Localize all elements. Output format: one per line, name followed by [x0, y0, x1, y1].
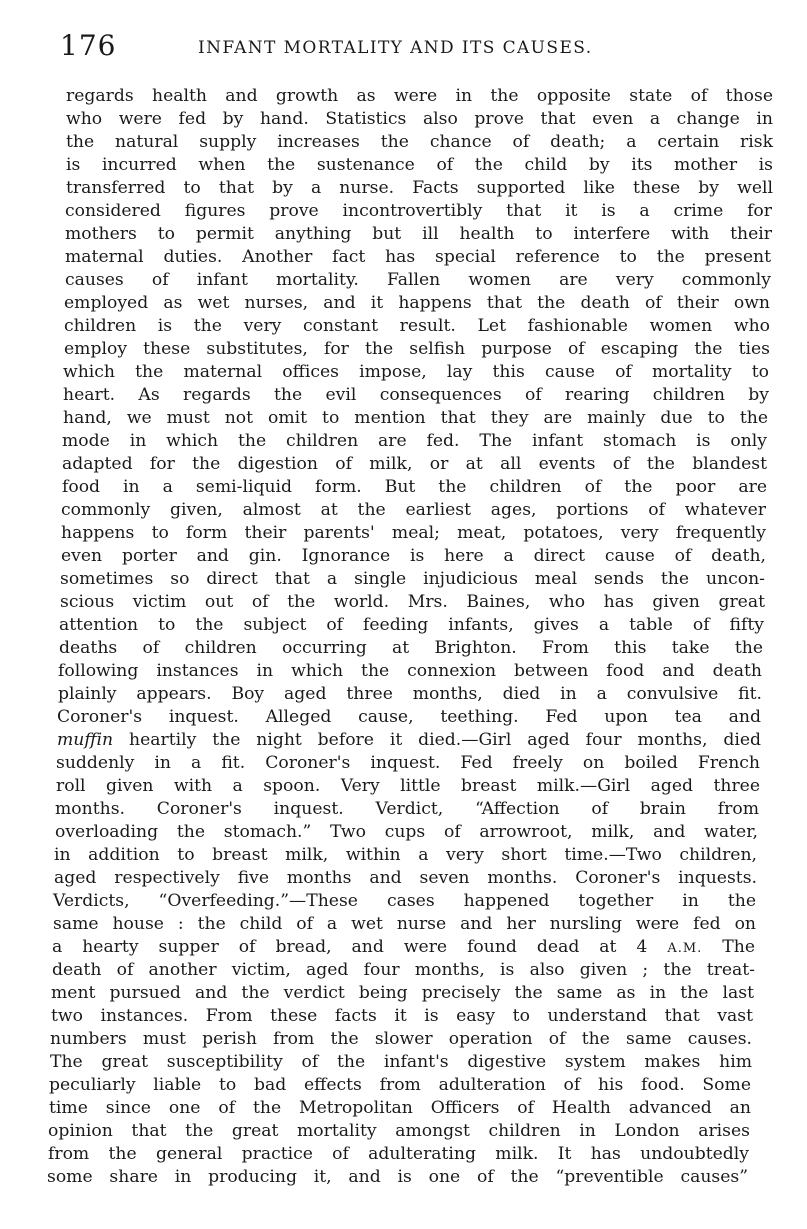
- text-line: Verdicts, “Overfeeding.”—These cases happened together in the: [53, 891, 756, 911]
- text-line: two instances. From these facts it is easy to understand that vast: [51, 1006, 753, 1026]
- running-title: INFANT MORTALITY AND ITS CAUSES.: [198, 38, 593, 58]
- text-line: Coroner's inquest. Alleged cause, teething. Fed upon tea and: [57, 707, 761, 727]
- text-line: deaths of children occurring at Brighton. From this take the: [59, 638, 763, 658]
- text-line: overloading the stomach.” Two cups of arrowroot, milk, and water,: [55, 822, 758, 842]
- text-line: ment pursued and the verdict being precisely the same as in the last: [51, 983, 754, 1003]
- text-line: death of another victim, aged four months, is also given ; the treat-: [52, 960, 755, 980]
- text-line: some share in producing it, and is one of the “preventible causes”: [47, 1167, 748, 1187]
- text-line: causes of infant mortality. Fallen women are very commonly: [65, 270, 771, 290]
- text-line: same house : the child of a wet nurse and her nursling were fed on: [53, 914, 756, 934]
- italic-word: muffin: [57, 730, 114, 750]
- text-line: in addition to breast milk, within a very short time.—Two children,: [54, 845, 757, 865]
- text-line: children is the very constant result. Let fashionable women who: [64, 316, 770, 336]
- text-line: employ these substitutes, for the selfish purpose of escaping the ties: [64, 339, 770, 359]
- time-abbrev: A.M.: [667, 941, 703, 956]
- text-line: hand, we must not omit to mention that they are mainly due to the: [63, 408, 768, 428]
- text-line: time since one of the Metropolitan Officers of Health advanced an: [49, 1098, 751, 1118]
- text-line: who were fed by hand. Statistics also prove that even a change in: [66, 109, 773, 129]
- running-head: [0, 26, 807, 66]
- text-line: employed as wet nurses, and it happens that the death of their own: [64, 293, 770, 313]
- text-line: adapted for the digestion of milk, or at all events of the blandest: [62, 454, 767, 474]
- text-line: transferred to that by a nurse. Facts supported like these by well: [66, 178, 773, 198]
- page-number: 176: [60, 29, 117, 62]
- text-line: aged respectively five months and seven months. Coroner's inquests.: [54, 868, 757, 888]
- text-line: heart. As regards the evil consequences of rearing children by: [63, 385, 769, 405]
- text-line: attention to the subject of feeding infants, gives a table of fifty: [59, 615, 764, 635]
- text-line: following instances in which the connexion between food and death: [58, 661, 762, 681]
- text-line: scious victim out of the world. Mrs. Baines, who has given great: [60, 592, 765, 612]
- text-line: [52, 935, 755, 959]
- text-line: mode in which the children are fed. The infant stomach is only: [62, 431, 767, 451]
- text-line-start: a hearty supper of bread, and were found dead at 4: [52, 937, 648, 957]
- text-line: mothers to permit anything but ill health to interfere with their: [65, 224, 772, 244]
- text-line: is incurred when the sustenance of the child by its mother is: [66, 155, 773, 175]
- text-line: months. Coroner's inquest. Verdict, “Affection of brain from: [55, 799, 759, 819]
- text-line: [57, 728, 761, 752]
- text-line: sometimes so direct that a single injudicious meal sends the uncon-: [60, 569, 765, 589]
- text-line-rest: heartily the night before it died.—Girl aged four months, died: [129, 730, 761, 750]
- text-line: food in a semi-liquid form. But the children of the poor are: [62, 477, 767, 497]
- text-line: numbers must perish from the slower operation of the same causes.: [50, 1029, 752, 1049]
- text-line: plainly appears. Boy aged three months, died in a convulsive fit.: [58, 684, 762, 704]
- text-line: even porter and gin. Ignorance is here a direct cause of death,: [61, 546, 766, 566]
- text-line: which the maternal offices impose, lay this cause of mortality to: [63, 362, 769, 382]
- text-line: considered figures prove incontrovertibly that it is a crime for: [65, 201, 772, 221]
- text-line: peculiarly liable to bad effects from adulteration of his food. Some: [49, 1075, 751, 1095]
- text-line: opinion that the great mortality amongst children in London arises: [48, 1121, 750, 1141]
- sentence-start: The: [722, 937, 756, 957]
- text-line: roll given with a spoon. Very little breast milk.—Girl aged three: [56, 776, 760, 796]
- text-line: the natural supply increases the chance of death; a certain risk: [66, 132, 773, 152]
- text-line: happens to form their parents' meal; meat, potatoes, very frequently: [61, 523, 766, 543]
- text-line: regards health and growth as were in the opposite state of those: [66, 86, 773, 106]
- text-line: suddenly in a fit. Coroner's inquest. Fed freely on boiled French: [56, 753, 760, 773]
- text-line: commonly given, almost at the earliest ages, portions of whatever: [61, 500, 766, 520]
- text-line: from the general practice of adulterating milk. It has undoubtedly: [48, 1144, 749, 1164]
- text-line: maternal duties. Another fact has special reference to the present: [65, 247, 771, 267]
- text-line: The great susceptibility of the infant's digestive system makes him: [50, 1052, 752, 1072]
